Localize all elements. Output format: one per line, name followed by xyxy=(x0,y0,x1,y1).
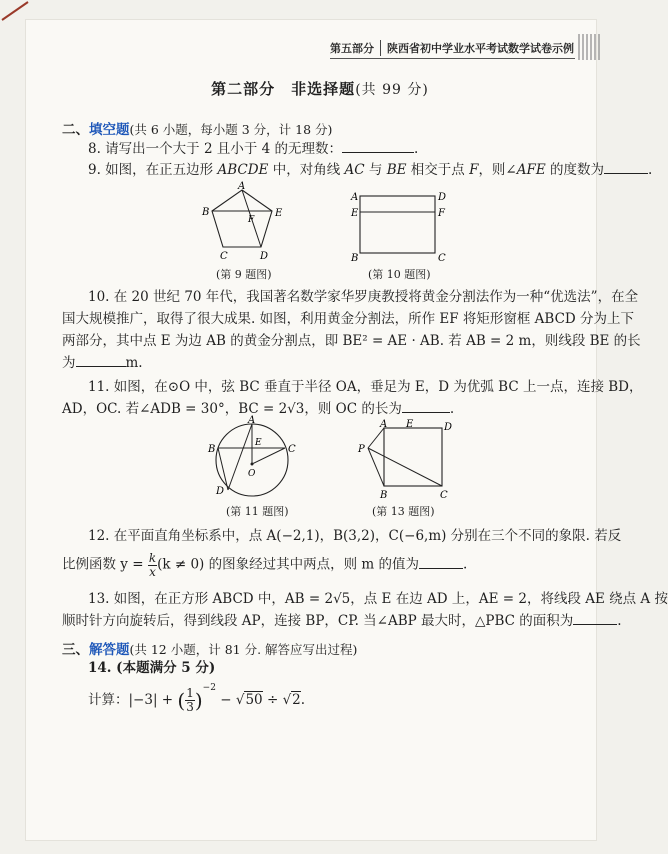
section-solution xyxy=(62,638,357,658)
q9-mid2: 与 xyxy=(364,162,387,178)
q14-calc-b: − xyxy=(215,692,236,708)
q12-line-2 xyxy=(62,552,467,578)
figure-13-square xyxy=(354,418,454,504)
q12-fraction xyxy=(148,552,157,578)
q14-title: 14. (本题满分 5 分) xyxy=(88,660,216,676)
q8-text: 8. 请写出一个大于 2 且小于 4 的无理数： xyxy=(88,141,343,157)
fig11-label-d: D xyxy=(216,486,225,497)
q9-v5: AFE xyxy=(516,162,546,178)
question-8 xyxy=(88,143,418,157)
fig10-label-b: B xyxy=(351,253,359,264)
fig13-label-p: P xyxy=(358,444,365,455)
q12-end: . xyxy=(462,556,468,573)
q10-answer-blank[interactable] xyxy=(76,366,126,367)
part-title-text: 第二部分 非选择题 xyxy=(211,80,356,98)
figure-11-caption: (第 11 题图) xyxy=(226,505,289,518)
figure-13-caption: (第 13 题图) xyxy=(372,505,435,518)
fig9-label-a: A xyxy=(238,181,246,192)
q14-sqrt-50: 50 xyxy=(245,692,263,708)
figure-9-pentagon xyxy=(200,180,290,268)
q14-end: . xyxy=(300,692,306,708)
fig11-label-c: C xyxy=(288,444,296,455)
header-title: 陕西省初中学业水平考试数学试卷示例 xyxy=(387,42,574,55)
fig13-label-b: B xyxy=(380,490,388,501)
q12-frac-den: x xyxy=(149,564,156,579)
q8-answer-blank[interactable] xyxy=(342,152,414,153)
q9-post2: 的度数为 xyxy=(545,162,605,178)
fig11-label-b: B xyxy=(208,444,216,455)
section3-note: (共 12 小题，计 81 分. 解答应写出过程) xyxy=(129,642,358,657)
section-label: 二、 xyxy=(62,122,89,138)
fig10-label-f: F xyxy=(438,208,445,219)
q14-calc-c: ÷ xyxy=(262,692,283,708)
q14-sqrt-2: 2 xyxy=(292,692,301,708)
fig13-label-c: C xyxy=(440,490,448,501)
q12-line2a: 比例函数 y = xyxy=(62,556,144,573)
figure-10-caption: (第 10 题图) xyxy=(368,268,431,281)
fig11-label-e: E xyxy=(255,438,262,448)
figure-11-circle xyxy=(206,415,302,504)
fig10-label-c: C xyxy=(438,253,446,264)
fig9-label-b: B xyxy=(202,207,210,218)
q10-line4b: m. xyxy=(125,355,143,371)
header-tag: 第五部分 xyxy=(330,40,381,56)
q12-answer-blank[interactable] xyxy=(419,568,463,569)
page-header xyxy=(330,38,592,58)
edge-stripes xyxy=(578,34,600,60)
figure-9-caption: (第 9 题图) xyxy=(216,268,272,281)
q9-end: . xyxy=(648,162,653,178)
q9-answer-blank[interactable] xyxy=(604,173,648,174)
fig9-label-d: D xyxy=(260,251,269,262)
section-name: 填空题 xyxy=(89,122,130,138)
q14-paren-close: ) xyxy=(194,688,203,713)
q9-pre: 9. 如图，在正五边形 xyxy=(88,162,218,178)
fig11-label-a: A xyxy=(248,415,256,426)
q11-end: . xyxy=(449,401,455,417)
q9-v2: AC xyxy=(344,162,365,178)
q14-expression: 计算：|−3| + ( $\frac{1}{3}$ )$^{-2}$ − √50 ÷ √2. xyxy=(88,683,306,714)
q13-line-2 xyxy=(62,615,622,629)
q9-post: ，则∠ xyxy=(478,162,517,178)
fig11-label-o: O xyxy=(248,469,256,479)
q14-frac-den: 3 xyxy=(186,700,194,714)
pen-mark xyxy=(0,0,30,22)
q9-mid3: 相交于点 xyxy=(406,162,470,178)
fig13-label-e: E xyxy=(406,419,414,430)
fig13-label-d: D xyxy=(444,422,453,433)
section3-label: 三、 xyxy=(62,642,89,658)
fig9-label-c: C xyxy=(220,251,228,262)
part-title xyxy=(0,78,640,99)
q11-line2-text: AD，OC. 若∠ADB = 30°，BC = 2√3，则 OC 的长为 xyxy=(62,401,402,417)
section-note: (共 6 小题，每小题 3 分，计 18 分) xyxy=(129,122,333,137)
q9-v4: F xyxy=(469,162,479,178)
q11-line-2 xyxy=(62,403,454,417)
q13-line2-text: 顺时针方向旋转后，得到线段 AP，连接 BP，CP. 当∠ABP 最大时，△PBC 的面积为 xyxy=(62,613,574,629)
fig10-label-e: E xyxy=(351,208,359,219)
q14-fraction xyxy=(185,687,195,713)
q10-line-4 xyxy=(62,357,143,371)
fig9-label-e: E xyxy=(275,208,283,219)
fig10-label-a: A xyxy=(351,192,359,203)
q14-exponent: −2 xyxy=(202,683,216,693)
question-9 xyxy=(88,164,652,178)
q13-end: . xyxy=(617,613,622,629)
q14-frac-num: 1 xyxy=(186,686,194,701)
q12-line-1: 12. 在平面直角坐标系中，点 A(−2,1)，B(3,2)，C(−6,m) 分别在三个不同的象限. 若反 xyxy=(88,528,622,544)
q14-paren-open: ( xyxy=(177,688,186,713)
q8-end: . xyxy=(414,141,419,157)
q10-line-3: 两部分，其中点 E 为边 AB 的黄金分割点，即 BE² = AE · AB. 若 AB = 2 m，则线段 BE 的长 xyxy=(62,333,641,349)
q9-v3: BE xyxy=(386,162,407,178)
fig13-label-a: A xyxy=(380,419,388,430)
q9-v1: ABCDE xyxy=(217,162,269,178)
section3-name: 解答题 xyxy=(89,642,130,658)
q10-line4a: 为 xyxy=(62,355,76,371)
q11-line-1: 11. 如图，在⊙O 中，弦 BC 垂直于半径 OA，垂足为 E，D 为优弧 BC 上一点，连接 BD， xyxy=(88,379,643,395)
q12-line2b: (k ≠ 0) 的图象经过其中两点，则 m 的值为 xyxy=(157,556,419,573)
fig10-label-d: D xyxy=(438,192,447,203)
q10-line-2: 国大规模推广，取得了很大成果. 如图，利用黄金分割法，所作 EF 将矩形窗框 ABCD 分为上下 xyxy=(62,311,635,327)
fig9-label-f: F xyxy=(248,215,255,225)
q11-answer-blank[interactable] xyxy=(402,412,450,413)
q10-line-1: 10. 在 20 世纪 70 年代，我国著名数学家华罗庚教授将黄金分割法作为一种“优选法”，在全 xyxy=(88,289,639,305)
q14-calc-a: 计算：|−3| + xyxy=(88,692,174,708)
q13-line-1: 13. 如图，在正方形 ABCD 中，AB = 2√5，点 E 在边 AD 上，AE = 2，将线段 AE 绕点 A 按 xyxy=(88,591,668,607)
section-fill-in xyxy=(62,118,332,138)
q12-frac-num: k xyxy=(148,551,157,565)
q9-mid: 中，对角线 xyxy=(268,162,345,178)
figure-10-rectangle xyxy=(348,188,448,264)
part-subtitle: (共 99 分) xyxy=(355,82,429,98)
header-rule xyxy=(330,58,575,59)
q13-answer-blank[interactable] xyxy=(573,624,617,625)
